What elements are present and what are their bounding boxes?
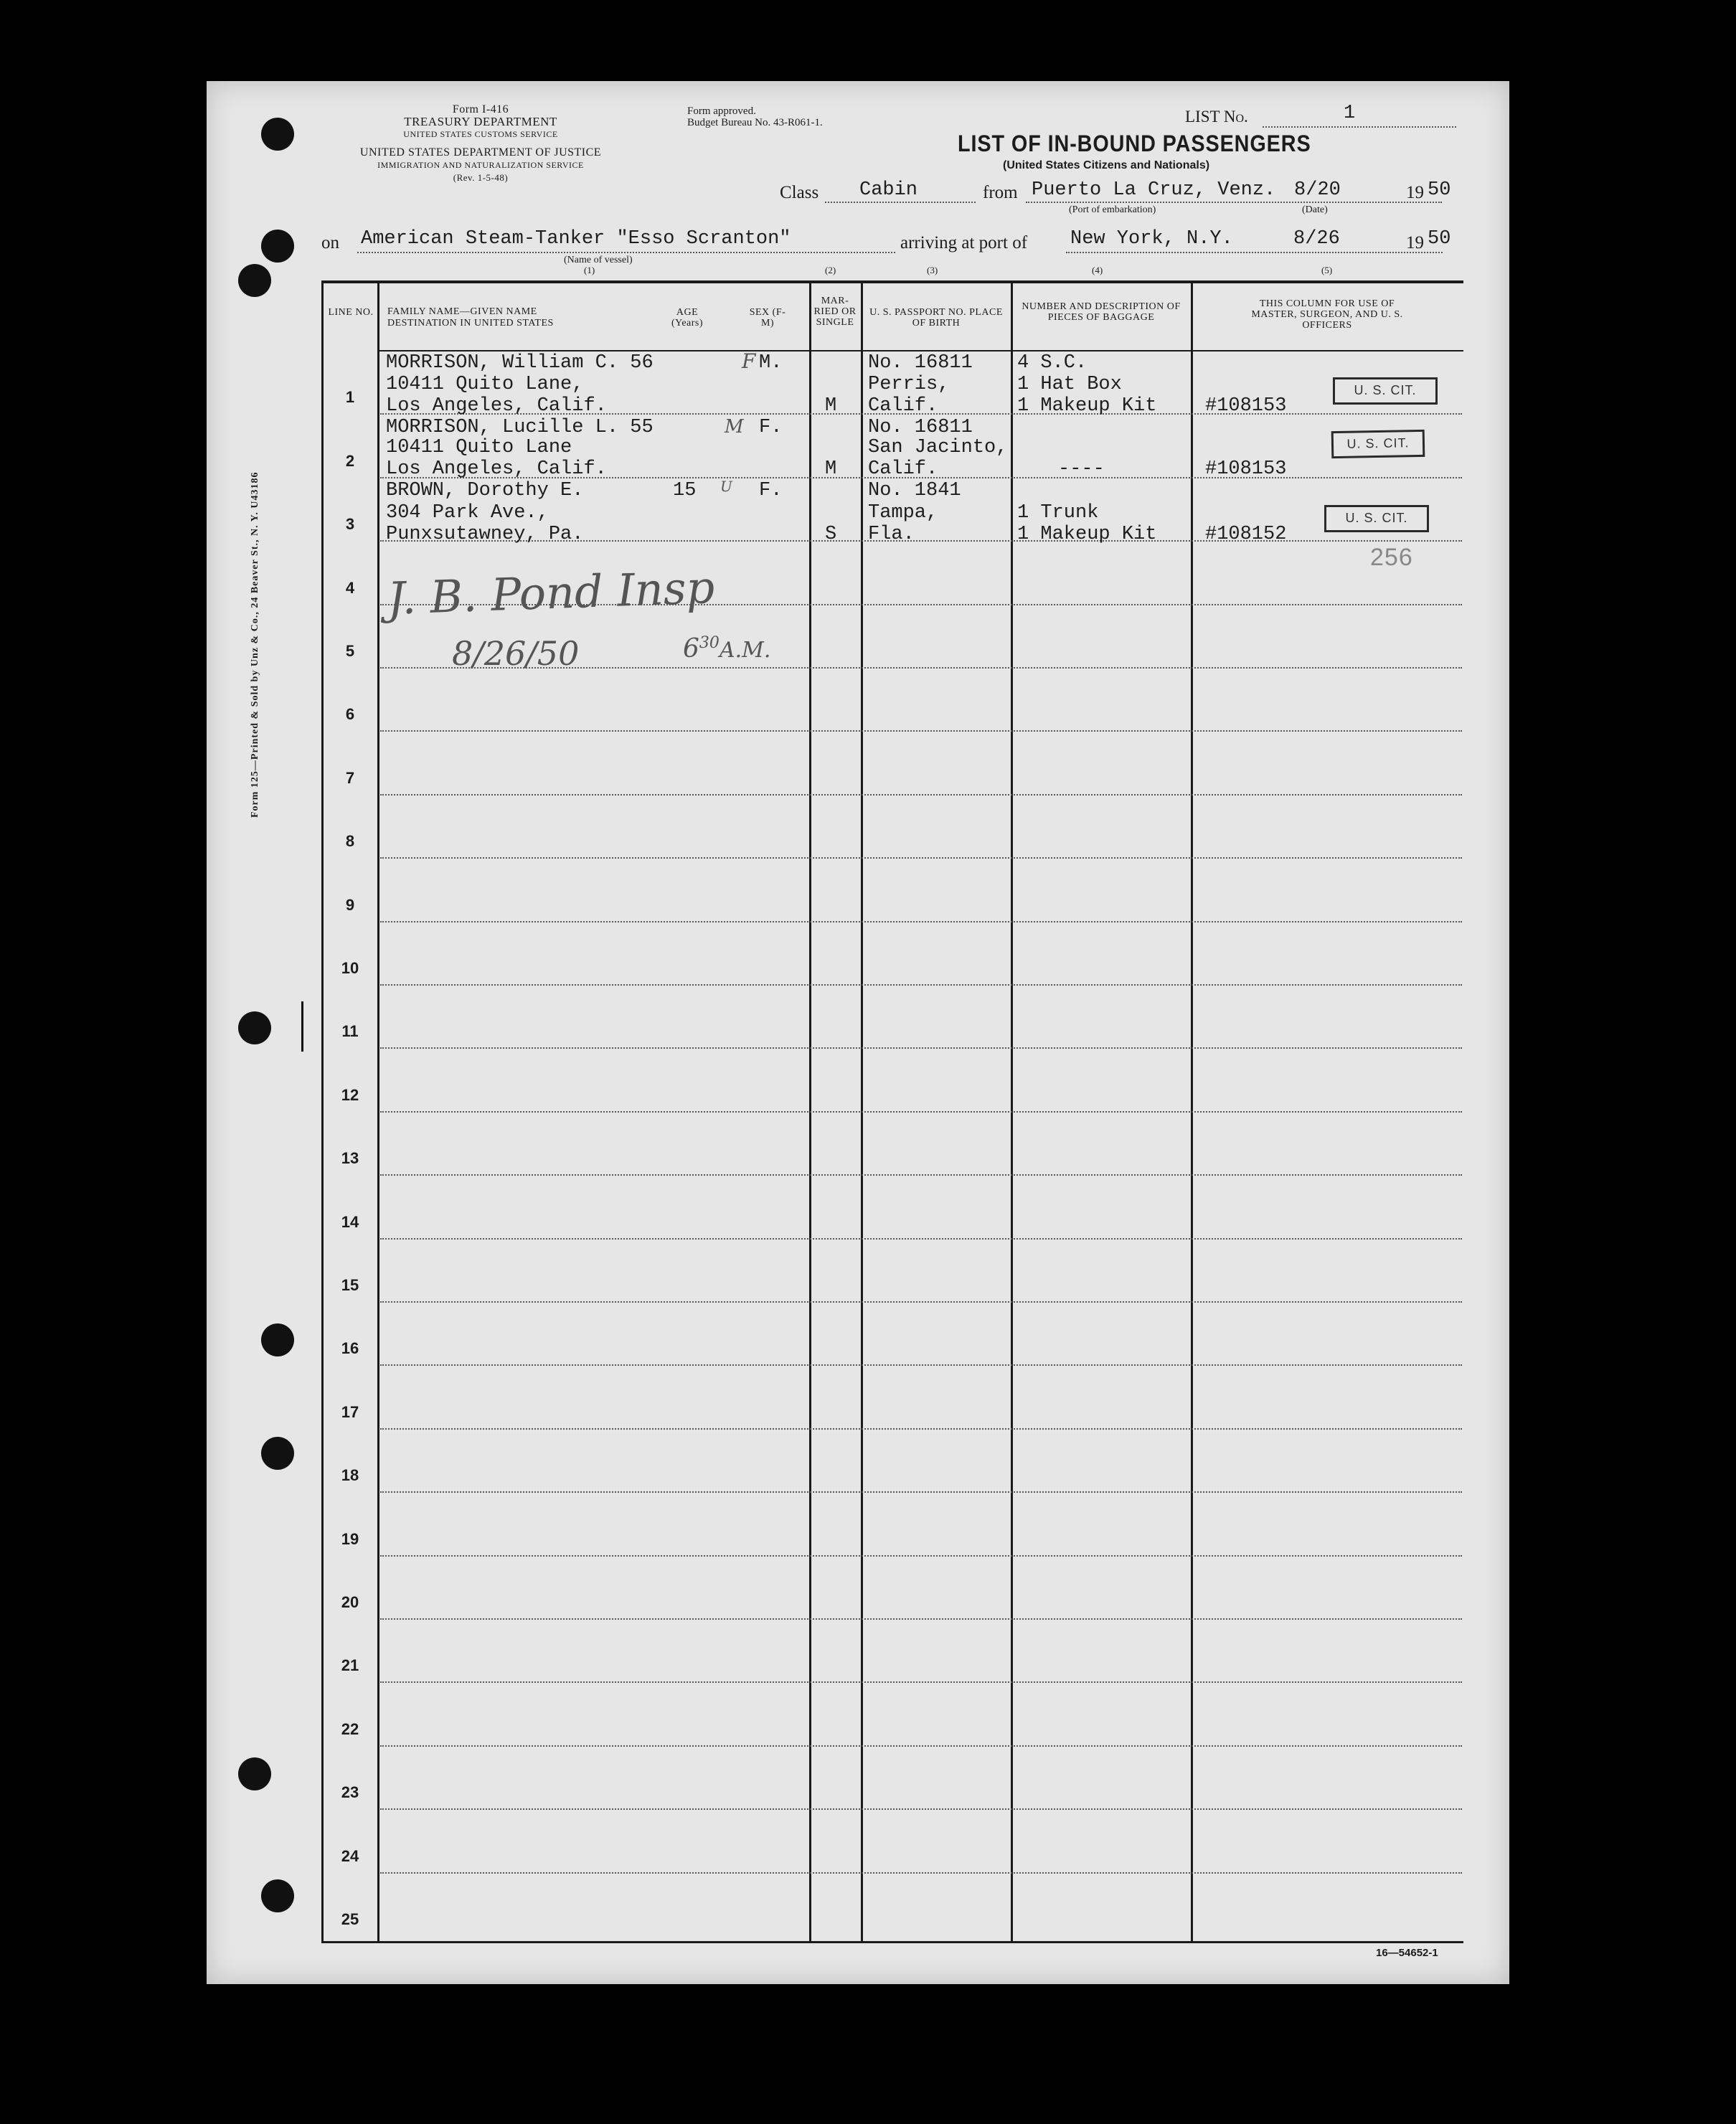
row-rule bbox=[380, 1238, 1462, 1240]
header-line-no: LINE NO. bbox=[328, 307, 374, 318]
line-number: 15 bbox=[341, 1276, 359, 1294]
binder-hole bbox=[238, 264, 271, 297]
entry-3-name: BROWN, Dorothy E. bbox=[386, 480, 584, 501]
entry-3-address2: Punxsutawney, Pa. bbox=[386, 524, 584, 545]
class-dots bbox=[825, 202, 976, 203]
row-rule bbox=[380, 1491, 1462, 1493]
line-number: 17 bbox=[341, 1402, 359, 1421]
row-rule bbox=[380, 730, 1462, 732]
entry-3-sex-hand: U bbox=[720, 478, 732, 495]
binder-hole bbox=[261, 1323, 294, 1356]
vessel-dots bbox=[357, 252, 895, 253]
line-number: 9 bbox=[345, 895, 355, 914]
entry-1-sex: M. bbox=[759, 352, 783, 374]
line-number: 7 bbox=[345, 768, 355, 787]
line-number: 16 bbox=[341, 1339, 359, 1358]
list-no-dots bbox=[1263, 126, 1456, 128]
from-year-typed: 50 bbox=[1428, 179, 1451, 201]
page-title: LIST OF IN-BOUND PASSENGERS bbox=[958, 131, 1311, 156]
line-number: 10 bbox=[341, 959, 359, 977]
header-destination: DESTINATION IN UNITED STATES bbox=[387, 318, 554, 329]
entry-2-name: MORRISON, Lucille L. 55 bbox=[386, 417, 654, 438]
line-number: 6 bbox=[345, 705, 355, 724]
entry-1-passport: No. 16811 bbox=[868, 352, 973, 374]
side-print: Form 125—Printed & Sold by Unz & Co., 24 Beaver St., N. Y. U43186 bbox=[250, 471, 260, 818]
margin-mark bbox=[301, 1001, 303, 1052]
entry-3-citizen-stamp: U. S. CIT. bbox=[1324, 505, 1429, 532]
entry-2-address2: Los Angeles, Calif. bbox=[386, 458, 607, 480]
customs-service: UNITED STATES CUSTOMS SERVICE bbox=[403, 129, 558, 139]
entry-3-sex: F. bbox=[759, 480, 783, 501]
row-rule bbox=[380, 1872, 1462, 1874]
entry-3-birth2: Fla. bbox=[868, 524, 915, 545]
from-dots bbox=[1026, 202, 1442, 203]
line-number: 14 bbox=[341, 1212, 359, 1231]
entry-2-bag1: ---- bbox=[1058, 458, 1105, 480]
line-number: 5 bbox=[345, 642, 355, 660]
line-number: 20 bbox=[341, 1593, 359, 1611]
port-embarkation-caption: (Port of embarkation) bbox=[1069, 204, 1156, 215]
caption-1: (1) bbox=[584, 265, 595, 275]
entry-3-marital: S bbox=[825, 524, 837, 545]
row-rule bbox=[380, 1428, 1462, 1430]
arrival-year-prefix: 19 bbox=[1406, 233, 1424, 252]
list-no-value: 1 bbox=[1344, 103, 1356, 124]
inspector-signature: J. B. Pond Insp bbox=[386, 561, 716, 625]
page-subtitle: (United States Citizens and Nationals) bbox=[1003, 159, 1210, 171]
treasury-dept: TREASURY DEPARTMENT bbox=[404, 115, 557, 128]
entry-1-marital: M bbox=[825, 395, 837, 417]
row-rule bbox=[380, 1681, 1462, 1683]
line-number: 24 bbox=[341, 1846, 359, 1865]
footer-code: 16—54652-1 bbox=[1376, 1947, 1438, 1959]
arrival-year-typed: 50 bbox=[1428, 228, 1451, 250]
binder-hole bbox=[261, 1879, 294, 1912]
row-rule bbox=[380, 984, 1462, 986]
line-number: 1 bbox=[345, 388, 355, 407]
on-label: on bbox=[321, 233, 339, 252]
vessel-caption: (Name of vessel) bbox=[564, 255, 633, 265]
embarkation-date: 8/20 bbox=[1294, 179, 1341, 201]
entry-2-address1: 10411 Quito Lane bbox=[386, 437, 572, 458]
table-left-rule bbox=[321, 280, 324, 1943]
line-number: 8 bbox=[345, 832, 355, 851]
line-number: 4 bbox=[345, 578, 355, 597]
entry-1-bag1: 4 S.C. bbox=[1017, 352, 1088, 374]
entry-2-sex-hand: M bbox=[725, 416, 744, 438]
inspection-time-minutes: 30 bbox=[699, 634, 720, 652]
revision: (Rev. 1-5-48) bbox=[453, 172, 509, 183]
line-number: 11 bbox=[341, 1022, 359, 1041]
row-rule bbox=[380, 1364, 1462, 1366]
row-rule bbox=[380, 1808, 1462, 1810]
row-rule bbox=[380, 1301, 1462, 1303]
line-number: 13 bbox=[341, 1149, 359, 1168]
port-of-embarkation: Puerto La Cruz, Venz. bbox=[1032, 179, 1276, 201]
entry-1-address1: 10411 Quito Lane, bbox=[386, 374, 584, 395]
entry-1-citizen-stamp: U. S. CIT. bbox=[1333, 377, 1438, 405]
class-value: Cabin bbox=[859, 179, 918, 201]
table-top-rule bbox=[321, 280, 1463, 283]
caption-5: (5) bbox=[1321, 265, 1333, 275]
row-rule bbox=[380, 1047, 1462, 1049]
entry-2-passport: No. 16811 bbox=[868, 417, 973, 438]
class-label: Class bbox=[780, 183, 819, 202]
header-passport: U. S. PASSPORT NO. PLACE OF BIRTH bbox=[869, 307, 1003, 329]
binder-hole bbox=[261, 1437, 294, 1470]
entry-1-official-no: #108153 bbox=[1205, 395, 1287, 417]
entry-3-passport: No. 1841 bbox=[868, 480, 961, 501]
binder-hole bbox=[238, 1011, 271, 1044]
from-year-prefix: 19 bbox=[1406, 183, 1424, 202]
line-number: 19 bbox=[341, 1529, 359, 1548]
entry-1-birth2: Calif. bbox=[868, 395, 938, 417]
header-bottom-rule bbox=[377, 350, 1463, 351]
ins-service: IMMIGRATION AND NATURALIZATION SERVICE bbox=[377, 160, 584, 170]
entry-1-bag2: 1 Hat Box bbox=[1017, 374, 1122, 395]
entry-1-address2: Los Angeles, Calif. bbox=[386, 395, 607, 417]
binder-hole bbox=[238, 1757, 271, 1790]
header-officers: THIS COLUMN FOR USE OF MASTER, SURGEON, AND U. S. OFFICERS bbox=[1251, 298, 1403, 331]
entry-3-address1: 304 Park Ave., bbox=[386, 502, 549, 524]
row-rule bbox=[380, 794, 1462, 796]
arriving-label: arriving at port of bbox=[900, 233, 1028, 252]
line-number: 12 bbox=[341, 1085, 359, 1104]
header-family-name: FAMILY NAME—GIVEN NAME bbox=[387, 306, 537, 317]
header-age: AGE (Years) bbox=[671, 307, 704, 329]
binder-hole bbox=[261, 230, 294, 263]
entry-1-bag3: 1 Makeup Kit bbox=[1017, 395, 1157, 417]
page-stamp-number: 256 bbox=[1370, 544, 1413, 571]
entry-2-marital: M bbox=[825, 458, 837, 480]
row-rule bbox=[380, 1555, 1462, 1557]
header-sex: SEX (F-M) bbox=[749, 307, 786, 329]
line-number: 18 bbox=[341, 1466, 359, 1485]
line-number: 21 bbox=[341, 1656, 359, 1675]
row-rule bbox=[380, 1618, 1462, 1620]
row-rule bbox=[380, 921, 1462, 922]
justice-dept: UNITED STATES DEPARTMENT OF JUSTICE bbox=[359, 146, 602, 159]
arrival-dots bbox=[1066, 252, 1443, 253]
row-rule bbox=[380, 1745, 1462, 1747]
entry-2-sex: F. bbox=[759, 417, 783, 438]
entry-3-official-no: #108152 bbox=[1205, 524, 1287, 545]
list-no-label: LIST No. bbox=[1185, 108, 1248, 126]
entry-3-bag2: 1 Makeup Kit bbox=[1017, 524, 1157, 545]
table-bottom-rule bbox=[321, 1941, 1463, 1943]
form-number: Form I-416 bbox=[452, 103, 509, 115]
arrival-date: 8/26 bbox=[1293, 228, 1340, 250]
entry-2-citizen-stamp: U. S. CIT. bbox=[1331, 430, 1425, 458]
entry-2-official-no: #108153 bbox=[1205, 458, 1287, 480]
inspection-time-suffix: A.M. bbox=[719, 638, 771, 663]
inspection-date: 8/26/50 bbox=[452, 634, 580, 673]
vessel-name: American Steam-Tanker "Esso Scranton" bbox=[361, 228, 791, 250]
from-label: from bbox=[983, 183, 1018, 202]
entry-2-birth1: San Jacinto, bbox=[868, 437, 1008, 458]
row-rule bbox=[380, 857, 1462, 859]
line-number: 3 bbox=[345, 515, 355, 534]
inspection-time bbox=[683, 634, 770, 664]
date-caption: (Date) bbox=[1302, 204, 1328, 215]
line-number: 23 bbox=[341, 1783, 359, 1802]
form-approved: Form approved. bbox=[687, 105, 756, 117]
entry-2-birth2: Calif. bbox=[868, 458, 938, 480]
entry-3-age: 15 bbox=[673, 480, 697, 501]
budget-bureau: Budget Bureau No. 43-R061-1. bbox=[687, 117, 823, 128]
entry-1-birth1: Perris, bbox=[868, 374, 950, 395]
line-number: 2 bbox=[345, 451, 355, 470]
row-rule bbox=[380, 1174, 1462, 1176]
col-rule-1 bbox=[377, 280, 379, 1943]
line-number: 25 bbox=[341, 1910, 359, 1928]
caption-3: (3) bbox=[927, 265, 938, 275]
inspection-time-hour: 6 bbox=[683, 634, 699, 664]
binder-hole bbox=[261, 118, 294, 151]
entry-1-name: MORRISON, William C. 56 bbox=[386, 352, 654, 374]
row-rule bbox=[380, 1111, 1462, 1113]
caption-2: (2) bbox=[825, 265, 836, 275]
arrival-port: New York, N.Y. bbox=[1070, 228, 1233, 250]
entry-1-sex-hand: F bbox=[742, 349, 756, 373]
header-married: MAR- RIED OR SINGLE bbox=[813, 296, 857, 328]
entry-3-birth1: Tampa, bbox=[868, 502, 938, 524]
entry-3-bag1: 1 Trunk bbox=[1017, 502, 1099, 524]
header-baggage: NUMBER AND DESCRIPTION OF PIECES OF BAGGAGE bbox=[1022, 301, 1181, 323]
caption-4: (4) bbox=[1092, 265, 1103, 275]
line-number: 22 bbox=[341, 1719, 359, 1738]
